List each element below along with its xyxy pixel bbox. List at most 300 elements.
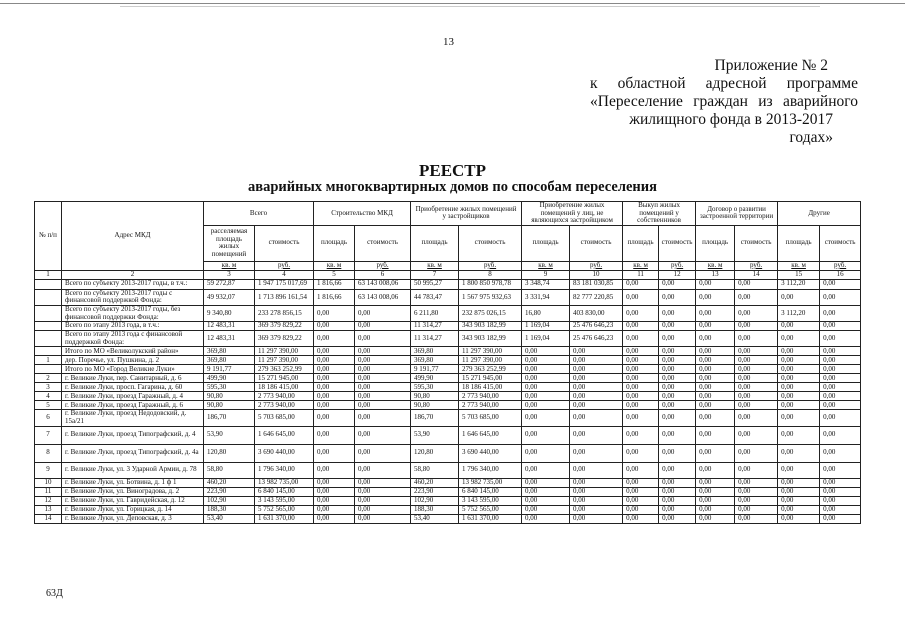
- row-number: [35, 305, 62, 321]
- appendix-number: Приложение № 2: [714, 57, 828, 74]
- table-row: [35, 410, 861, 426]
- row-value: 0,00: [623, 331, 659, 347]
- header-address: Адрес МКД: [62, 202, 204, 271]
- row-value: 188,30: [204, 505, 255, 514]
- table-row: [35, 426, 861, 444]
- row-value: 13 982 735,00: [255, 478, 314, 487]
- row-number: [35, 289, 62, 305]
- row-value: 0,00: [778, 289, 820, 305]
- unit-rub: руб.: [820, 261, 861, 270]
- row-value: 63 143 008,06: [355, 289, 411, 305]
- row-value: 0,00: [696, 347, 735, 356]
- row-value: 0,00: [778, 478, 820, 487]
- row-value: 0,00: [314, 401, 355, 410]
- row-value: 1 169,04: [522, 331, 570, 347]
- row-value: 3 112,20: [778, 305, 820, 321]
- row-number: 7: [35, 426, 62, 444]
- table-row: [35, 331, 861, 347]
- row-value: 0,00: [314, 365, 355, 374]
- row-value: 0,00: [623, 496, 659, 505]
- row-value: 120,80: [411, 444, 459, 462]
- row-value: 49 932,07: [204, 289, 255, 305]
- row-value: 0,00: [355, 487, 411, 496]
- column-number: 15: [778, 270, 820, 279]
- row-value: 0,00: [570, 505, 623, 514]
- subheader-area-resettled: расселяемая площадь жилых помещений: [204, 225, 255, 261]
- row-value: 12 483,31: [204, 331, 255, 347]
- row-value: 0,00: [355, 392, 411, 401]
- row-address: г. Великие Луки, ул. Виноградова, д. 2: [62, 487, 204, 496]
- row-value: 0,00: [778, 410, 820, 426]
- row-value: 0,00: [659, 305, 696, 321]
- row-address: Итого по МО «Великолукский район»: [62, 347, 204, 356]
- row-value: 0,00: [522, 514, 570, 523]
- row-value: 0,00: [623, 392, 659, 401]
- row-value: 0,00: [820, 383, 861, 392]
- row-value: 0,00: [696, 322, 735, 331]
- row-value: 5 752 565,00: [255, 505, 314, 514]
- column-number: 6: [355, 270, 411, 279]
- row-value: 0,00: [355, 462, 411, 478]
- row-value: 0,00: [659, 462, 696, 478]
- row-value: 11 297 390,00: [459, 356, 522, 365]
- appendix-word: областной: [617, 75, 686, 92]
- row-value: 0,00: [735, 279, 778, 289]
- row-value: 0,00: [623, 383, 659, 392]
- unit-rub: руб.: [459, 261, 522, 270]
- row-value: 0,00: [623, 426, 659, 444]
- row-value: 0,00: [778, 392, 820, 401]
- row-value: 0,00: [735, 496, 778, 505]
- row-value: 0,00: [735, 289, 778, 305]
- subheader-area: площадь: [696, 225, 735, 261]
- row-value: 0,00: [570, 383, 623, 392]
- header-development-agreement: Договор о развитии застроенной территории: [696, 202, 778, 226]
- table-row: [35, 496, 861, 505]
- row-value: 90,80: [204, 392, 255, 401]
- row-value: 15 271 945,00: [255, 374, 314, 383]
- row-number: 5: [35, 401, 62, 410]
- row-address: Всего по этапу 2013 года с финансовой поддержкой Фонда:: [62, 331, 204, 347]
- row-value: 0,00: [570, 514, 623, 523]
- header-purchase-non-developer: Приобретение жилых помещений у лиц, не являющихся застройщиком: [522, 202, 623, 226]
- appendix-line-3: [590, 93, 858, 111]
- row-number: 12: [35, 496, 62, 505]
- row-address: дер. Поречье, ул. Пушкина, д. 2: [62, 356, 204, 365]
- row-value: 0,00: [820, 279, 861, 289]
- row-value: 2 773 940,00: [255, 401, 314, 410]
- row-value: 279 363 252,99: [255, 365, 314, 374]
- row-value: 0,00: [696, 514, 735, 523]
- header-construction: Строительство МКД: [314, 202, 411, 226]
- row-value: 0,00: [314, 410, 355, 426]
- row-value: 460,20: [411, 478, 459, 487]
- row-value: 0,00: [355, 496, 411, 505]
- row-value: 0,00: [778, 347, 820, 356]
- column-number: 11: [623, 270, 659, 279]
- row-value: 0,00: [820, 289, 861, 305]
- row-value: 0,00: [778, 496, 820, 505]
- row-value: 0,00: [623, 487, 659, 496]
- subheader-cost: стоимость: [735, 225, 778, 261]
- row-value: 0,00: [696, 478, 735, 487]
- row-value: 3 690 440,00: [459, 444, 522, 462]
- row-value: 53,40: [204, 514, 255, 523]
- row-value: 2 773 940,00: [459, 401, 522, 410]
- header-total: Всего: [204, 202, 314, 226]
- row-value: 0,00: [659, 365, 696, 374]
- column-number: 9: [522, 270, 570, 279]
- row-value: 0,00: [696, 392, 735, 401]
- row-value: 1 713 896 161,54: [255, 289, 314, 305]
- row-value: 0,00: [623, 462, 659, 478]
- row-value: 0,00: [696, 462, 735, 478]
- table-row: [35, 392, 861, 401]
- row-number: 4: [35, 392, 62, 401]
- row-value: 0,00: [820, 444, 861, 462]
- row-value: 63 143 008,06: [355, 279, 411, 289]
- subheader-cost: стоимость: [659, 225, 696, 261]
- row-value: 0,00: [355, 444, 411, 462]
- row-value: 0,00: [522, 462, 570, 478]
- row-value: 0,00: [820, 374, 861, 383]
- subheader-cost: стоимость: [255, 225, 314, 261]
- row-number: 10: [35, 478, 62, 487]
- table-row: [35, 356, 861, 365]
- row-value: 0,00: [659, 289, 696, 305]
- row-value: 0,00: [314, 392, 355, 401]
- row-value: 0,00: [623, 305, 659, 321]
- row-value: 9 191,77: [204, 365, 255, 374]
- unit-rub: руб.: [355, 261, 411, 270]
- document-title: РЕЕСТР: [418, 161, 487, 180]
- row-value: 0,00: [623, 374, 659, 383]
- top-border-line-faint: [120, 6, 820, 7]
- row-value: 6 211,80: [411, 305, 459, 321]
- subheader-area: площадь: [522, 225, 570, 261]
- row-value: 0,00: [778, 383, 820, 392]
- row-value: 0,00: [735, 444, 778, 462]
- unit-sqm: кв. м: [778, 261, 820, 270]
- row-value: 0,00: [355, 365, 411, 374]
- row-value: 0,00: [696, 331, 735, 347]
- subheader-cost: стоимость: [459, 225, 522, 261]
- row-value: 0,00: [820, 496, 861, 505]
- row-value: 11 297 390,00: [459, 347, 522, 356]
- row-value: 0,00: [778, 374, 820, 383]
- column-number: 12: [659, 270, 696, 279]
- row-value: 0,00: [820, 487, 861, 496]
- row-value: 15 271 945,00: [459, 374, 522, 383]
- table-row: [35, 478, 861, 487]
- subheader-area: площадь: [623, 225, 659, 261]
- row-value: 1 631 370,00: [459, 514, 522, 523]
- row-value: 186,70: [204, 410, 255, 426]
- row-value: 0,00: [355, 514, 411, 523]
- row-value: 0,00: [623, 356, 659, 365]
- row-value: 0,00: [355, 356, 411, 365]
- table-row: [35, 462, 861, 478]
- row-value: 1 816,66: [314, 279, 355, 289]
- row-value: 0,00: [735, 487, 778, 496]
- row-value: 0,00: [522, 383, 570, 392]
- row-value: 1 646 645,00: [459, 426, 522, 444]
- row-value: 0,00: [696, 505, 735, 514]
- row-value: 82 777 220,85: [570, 289, 623, 305]
- row-value: 0,00: [735, 514, 778, 523]
- row-value: 50 995,27: [411, 279, 459, 289]
- row-value: 0,00: [778, 401, 820, 410]
- row-address: г. Великие Луки, проезд Гаражный, д. 6: [62, 401, 204, 410]
- table-row: [35, 305, 861, 321]
- row-value: 0,00: [778, 462, 820, 478]
- row-value: 44 783,47: [411, 289, 459, 305]
- row-value: 0,00: [314, 487, 355, 496]
- column-number: 16: [820, 270, 861, 279]
- row-address: г. Великие Луки, ул. Деповская, д. 3: [62, 514, 204, 523]
- unit-rub: руб.: [255, 261, 314, 270]
- row-address: г. Великие Луки, ул. Ботвина, д. 1 ф 1: [62, 478, 204, 487]
- row-value: 1 646 645,00: [255, 426, 314, 444]
- row-number: [35, 365, 62, 374]
- table-row: [35, 514, 861, 523]
- row-value: 0,00: [696, 401, 735, 410]
- subheader-area: площадь: [314, 225, 355, 261]
- row-number: 6: [35, 410, 62, 426]
- row-value: 0,00: [696, 279, 735, 289]
- appendix-word: из: [758, 93, 773, 110]
- row-value: 58,80: [411, 462, 459, 478]
- row-value: 0,00: [696, 365, 735, 374]
- row-value: 0,00: [735, 392, 778, 401]
- row-value: 0,00: [522, 356, 570, 365]
- column-number: 3: [204, 270, 255, 279]
- row-value: 0,00: [570, 392, 623, 401]
- row-value: 0,00: [659, 505, 696, 514]
- table-row: [35, 322, 861, 331]
- row-value: 0,00: [623, 322, 659, 331]
- appendix-line-2: [590, 75, 858, 93]
- row-value: 0,00: [314, 505, 355, 514]
- row-value: 0,00: [522, 444, 570, 462]
- row-value: 1 796 340,00: [255, 462, 314, 478]
- row-address: г. Великие Луки, проезд Гаражный, д. 4: [62, 392, 204, 401]
- column-number: 13: [696, 270, 735, 279]
- row-value: 403 830,00: [570, 305, 623, 321]
- appendix-word: граждан: [693, 93, 748, 110]
- row-value: 120,80: [204, 444, 255, 462]
- row-value: 90,80: [411, 392, 459, 401]
- row-value: 0,00: [778, 444, 820, 462]
- row-value: 0,00: [623, 347, 659, 356]
- row-value: 0,00: [778, 426, 820, 444]
- row-value: 0,00: [735, 331, 778, 347]
- unit-sqm: кв. м: [623, 261, 659, 270]
- row-value: 0,00: [522, 401, 570, 410]
- row-value: 102,90: [204, 496, 255, 505]
- row-value: 0,00: [735, 305, 778, 321]
- row-value: 0,00: [778, 365, 820, 374]
- row-value: 0,00: [314, 462, 355, 478]
- column-number: 10: [570, 270, 623, 279]
- appendix-word: к: [590, 75, 598, 92]
- row-value: 25 476 646,23: [570, 331, 623, 347]
- unit-sqm: кв. м: [204, 261, 255, 270]
- unit-sqm: кв. м: [314, 261, 355, 270]
- appendix-word: аварийного: [783, 93, 858, 110]
- row-value: 0,00: [314, 496, 355, 505]
- row-value: 1 169,04: [522, 322, 570, 331]
- row-number: 2: [35, 374, 62, 383]
- row-value: 0,00: [522, 392, 570, 401]
- row-number: 13: [35, 505, 62, 514]
- table-row: [35, 401, 861, 410]
- row-value: 13 982 735,00: [459, 478, 522, 487]
- appendix-word: программе: [786, 75, 858, 92]
- row-value: 499,90: [204, 374, 255, 383]
- table-row: [35, 505, 861, 514]
- row-value: 0,00: [314, 322, 355, 331]
- row-value: 0,00: [696, 374, 735, 383]
- row-value: 11 297 390,00: [255, 356, 314, 365]
- row-value: 0,00: [659, 410, 696, 426]
- row-value: 59 272,87: [204, 279, 255, 289]
- row-value: 90,80: [204, 401, 255, 410]
- row-value: 0,00: [735, 374, 778, 383]
- row-value: 369,80: [411, 356, 459, 365]
- row-value: 0,00: [820, 505, 861, 514]
- row-value: 0,00: [696, 487, 735, 496]
- row-value: 0,00: [355, 426, 411, 444]
- row-value: 0,00: [735, 410, 778, 426]
- row-value: 0,00: [659, 496, 696, 505]
- row-value: 1 816,66: [314, 289, 355, 305]
- row-address: Всего по субъекту 2013-2017 годы, в т.ч.:: [62, 279, 204, 289]
- row-value: 2 773 940,00: [255, 392, 314, 401]
- row-value: 369,80: [204, 356, 255, 365]
- column-number: 1: [35, 270, 62, 279]
- column-number: 4: [255, 270, 314, 279]
- row-value: 9 340,80: [204, 305, 255, 321]
- row-value: 0,00: [659, 347, 696, 356]
- row-value: 1 796 340,00: [459, 462, 522, 478]
- table-row: [35, 383, 861, 392]
- row-value: 595,30: [204, 383, 255, 392]
- row-number: [35, 331, 62, 347]
- row-value: 0,00: [735, 478, 778, 487]
- row-value: 0,00: [623, 444, 659, 462]
- row-value: 0,00: [820, 401, 861, 410]
- header-buyout: Выкуп жилых помещений у собственников: [623, 202, 696, 226]
- row-value: 0,00: [659, 401, 696, 410]
- registry-table: [34, 201, 861, 524]
- row-value: 3 348,74: [522, 279, 570, 289]
- row-value: 0,00: [778, 487, 820, 496]
- row-value: 0,00: [355, 305, 411, 321]
- top-border-line: [0, 3, 905, 4]
- row-value: 102,90: [411, 496, 459, 505]
- row-value: 186,70: [411, 410, 459, 426]
- row-value: 223,90: [204, 487, 255, 496]
- row-value: 11 297 390,00: [255, 347, 314, 356]
- row-value: 0,00: [570, 462, 623, 478]
- table-row: [35, 487, 861, 496]
- row-value: 0,00: [570, 410, 623, 426]
- row-address: г. Великие Луки, проезд Недодовский, д. 15а/21: [62, 410, 204, 426]
- row-value: 9 191,77: [411, 365, 459, 374]
- row-address: Всего по субъекту 2013-2017 годы с финансовой поддержкой Фонда:: [62, 289, 204, 305]
- row-value: 0,00: [355, 374, 411, 383]
- footer-code: 63Д: [46, 588, 63, 599]
- row-value: 5 752 565,00: [459, 505, 522, 514]
- row-value: 0,00: [659, 279, 696, 289]
- row-value: 0,00: [820, 331, 861, 347]
- row-value: 0,00: [355, 478, 411, 487]
- row-value: 0,00: [659, 331, 696, 347]
- row-value: 369 379 829,22: [255, 322, 314, 331]
- row-value: 0,00: [696, 356, 735, 365]
- row-number: 14: [35, 514, 62, 523]
- subheader-cost: стоимость: [570, 225, 623, 261]
- row-value: 0,00: [570, 426, 623, 444]
- subheader-cost: стоимость: [355, 225, 411, 261]
- row-value: 223,90: [411, 487, 459, 496]
- column-number: 5: [314, 270, 355, 279]
- row-value: 0,00: [623, 514, 659, 523]
- row-address: г. Великие Луки, проезд Типографский, д. 4а: [62, 444, 204, 462]
- row-value: 369,80: [204, 347, 255, 356]
- row-address: г. Великие Луки, проезд Типографский, д. 4: [62, 426, 204, 444]
- row-value: 18 186 415,00: [459, 383, 522, 392]
- row-value: 0,00: [522, 505, 570, 514]
- table-row: [35, 365, 861, 374]
- row-value: 3 690 440,00: [255, 444, 314, 462]
- row-value: 0,00: [820, 305, 861, 321]
- row-address: г. Великие Луки, просп. Гагарина, д. 60: [62, 383, 204, 392]
- row-value: 0,00: [820, 322, 861, 331]
- row-value: 0,00: [570, 401, 623, 410]
- row-number: [35, 322, 62, 331]
- row-value: 0,00: [522, 374, 570, 383]
- row-value: 0,00: [570, 374, 623, 383]
- row-value: 279 363 252,99: [459, 365, 522, 374]
- table-row: [35, 289, 861, 305]
- row-value: 0,00: [659, 444, 696, 462]
- row-value: 0,00: [735, 462, 778, 478]
- row-value: 16,80: [522, 305, 570, 321]
- row-value: 0,00: [314, 356, 355, 365]
- row-value: 0,00: [522, 478, 570, 487]
- row-value: 0,00: [314, 305, 355, 321]
- row-value: 0,00: [570, 356, 623, 365]
- row-value: 1 947 175 017,69: [255, 279, 314, 289]
- row-value: 0,00: [735, 401, 778, 410]
- column-number: 14: [735, 270, 778, 279]
- row-number: 3: [35, 383, 62, 392]
- unit-sqm: кв. м: [696, 261, 735, 270]
- row-address: г. Великие Луки, ул. 3 Ударной Армии, д. 78: [62, 462, 204, 478]
- table-row: [35, 374, 861, 383]
- row-value: 0,00: [623, 279, 659, 289]
- row-value: 0,00: [522, 347, 570, 356]
- row-value: 0,00: [820, 426, 861, 444]
- row-value: 1 567 975 932,63: [459, 289, 522, 305]
- row-value: 3 331,94: [522, 289, 570, 305]
- row-value: 0,00: [522, 365, 570, 374]
- row-value: 0,00: [735, 383, 778, 392]
- row-value: 0,00: [355, 347, 411, 356]
- table-row: [35, 279, 861, 289]
